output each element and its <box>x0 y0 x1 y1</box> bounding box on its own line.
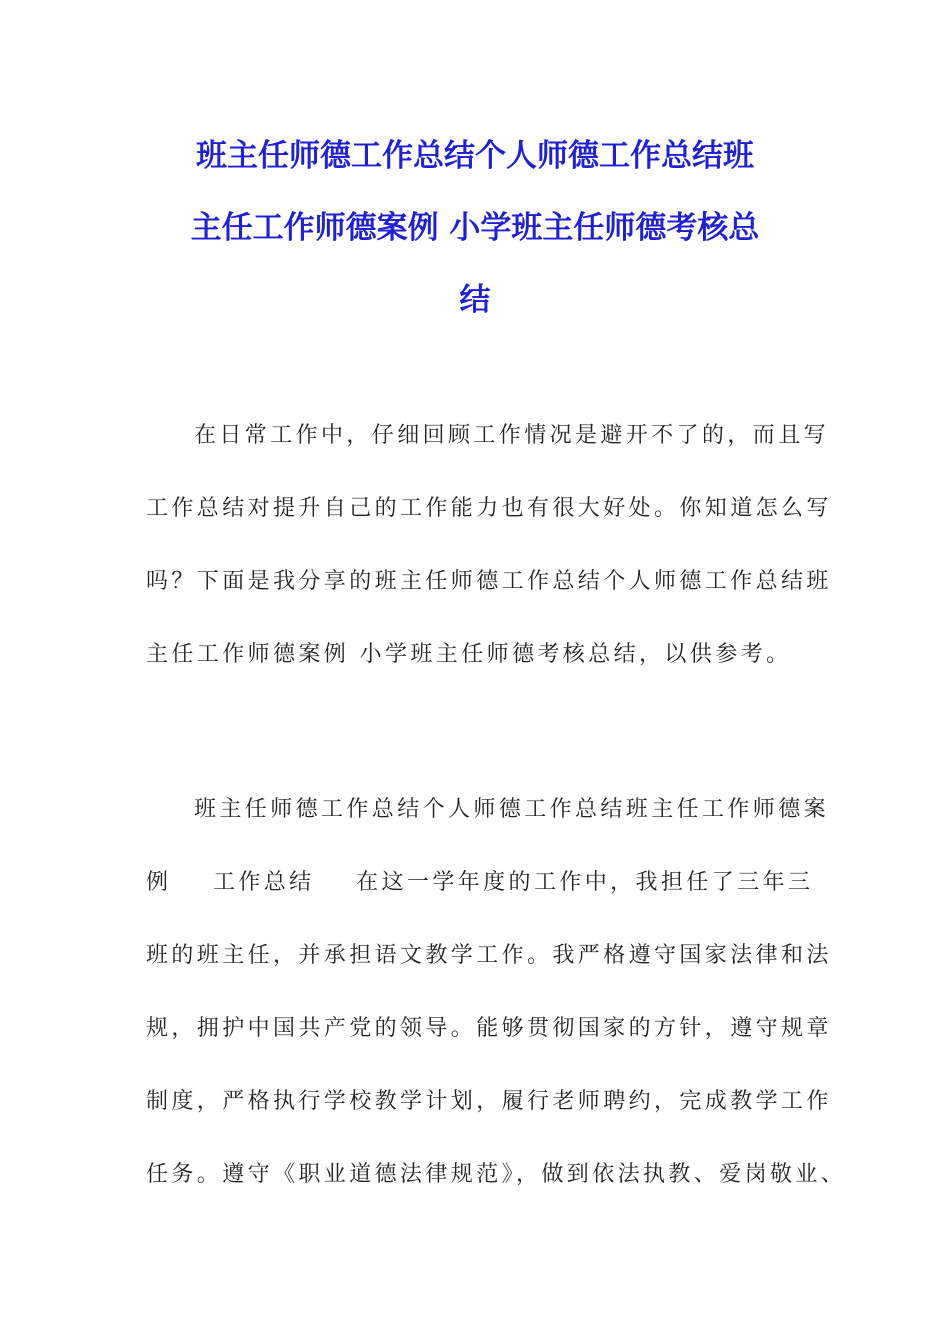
paragraph-2-line-1: 班主任师德工作总结个人师德工作总结班主任工作师德案 <box>194 797 830 822</box>
paragraph-1-line-1: 在日常工作中，仔细回顾工作情况是避开不了的，而且写 <box>194 423 830 448</box>
paragraph-2-line-5: 制度，严格执行学校教学计划，履行老师聘约，完成教学工作 <box>146 1089 832 1114</box>
document-title-line-1: 班主任师德工作总结个人师德工作总结班 <box>196 138 754 174</box>
paragraph-2-line-4: 规，拥护中国共产党的领导。能够贯彻国家的方针，遵守规章 <box>146 1016 832 1041</box>
paragraph-2-line-6: 任务。遵守《职业道德法律规范》，做到依法执教、爱岗敬业、 <box>146 1162 847 1187</box>
paragraph-2-line-2: 例 工作总结 在这一学年度的工作中，我担任了三年三 <box>146 870 814 895</box>
paragraph-1-line-2: 工作总结对提升自己的工作能力也有很大好处。你知道怎么写 <box>146 496 832 521</box>
paragraph-2-line-3: 班的班主任，并承担语文教学工作。我严格遵守国家法律和法 <box>146 943 832 968</box>
paragraph-1-line-4: 主任工作师德案例 小学班主任师德考核总结，以供参考。 <box>146 642 792 667</box>
document-title-line-2: 主任工作师德案例 小学班主任师德考核总 <box>190 210 760 246</box>
paragraph-1-line-3: 吗？下面是我分享的班主任师德工作总结个人师德工作总结班 <box>146 569 832 594</box>
document-title-line-3: 结 <box>459 282 491 318</box>
